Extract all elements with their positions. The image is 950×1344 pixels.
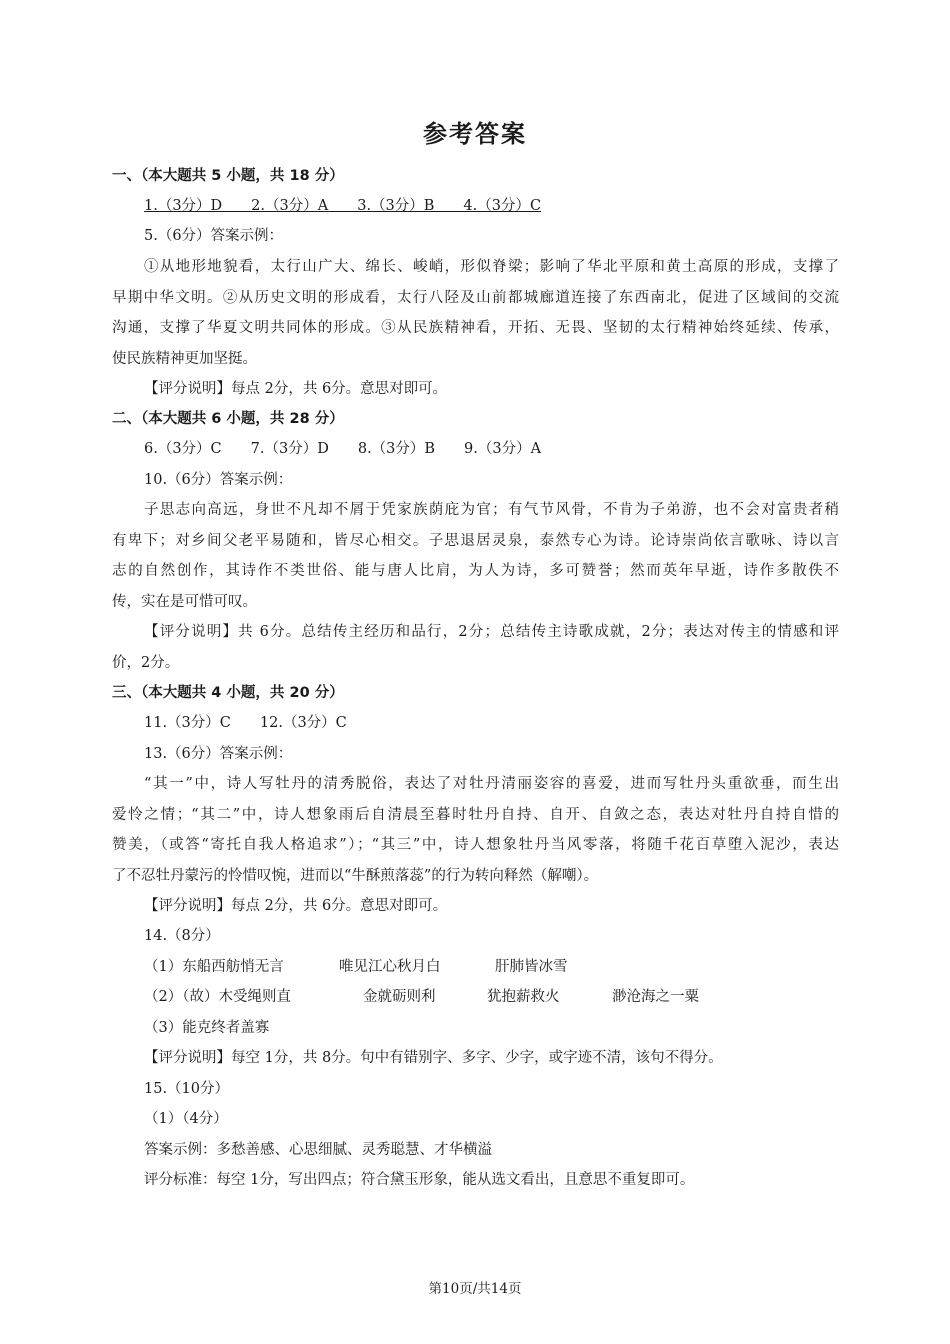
q5-line: 沟通，支撑了华夏文明共同体的形成。③从民族精神看，开拓、无畏、坚韧的太行精神始终延续、传承， xyxy=(112,320,839,336)
q5-scoring-note: 【评分说明】每点 2分，共 6分。意思对即可。 xyxy=(144,381,448,397)
answers-11-12: 11.（3分）C 12.（3分）C xyxy=(144,715,347,731)
q13-scoring-note: 【评分说明】每点 2分，共 6分。意思对即可。 xyxy=(144,898,448,914)
q13-line: 了不忍牡丹蒙污的怜惜叹惋，进而以“牛酥煎落蕊”的行为转向释然（解嘲）。 xyxy=(112,868,599,884)
q13-heading: 13.（6分）答案示例： xyxy=(144,746,293,762)
q10-line: 传，实在是可惜可叹。 xyxy=(112,594,257,610)
q14-answer: 唯见江心秋月白 xyxy=(339,959,441,975)
q14-answer: 渺沧海之一粟 xyxy=(612,989,699,1005)
q14-scoring-note: 【评分说明】每空 1分，共 8分。句中有错别字、多字、少字，或字迹不清，该句不得分。 xyxy=(144,1050,723,1066)
q5-line: 使民族精神更加坚挺。 xyxy=(112,351,257,367)
q15-example: 答案示例：多愁善感、心思细腻、灵秀聪慧、才华横溢 xyxy=(144,1142,492,1158)
section-heading-3: 三、（本大题共 4 小题，共 20 分） xyxy=(112,685,344,701)
q10-line: 志的自然创作，其诗作不类世俗、能与唐人比肩，为人为诗，多可赞誉；然而英年早逝，诗作多散佚不 xyxy=(112,563,839,579)
q5-line: 早期中华文明。②从历史文明的形成看，太行八陉及山前都城廊道连接了东西南北，促进了区域间的交流 xyxy=(112,290,839,306)
q14-answer: 肝肺皆冰雪 xyxy=(495,959,568,975)
q14-answer: 金就砺则利 xyxy=(363,989,436,1005)
q5-heading: 5.（6分）答案示例： xyxy=(144,228,284,244)
q10-line: 有卑下；对乡间父老平易随和，皆尽心相交。子思退居灵泉，泰然专心为诗。论诗崇尚依言歌咏、诗以言 xyxy=(112,533,839,549)
q14-answer: 犹抱薪救火 xyxy=(487,989,560,1005)
q13-line: “其一”中，诗人写牡丹的清秀脱俗，表达了对牡丹清丽姿容的喜爱，进而写牡丹头重欲垂，而生出 xyxy=(144,776,839,792)
q15-subheading: （1）（4分） xyxy=(144,1111,228,1127)
q14-heading: 14.（8分） xyxy=(144,928,220,944)
q10-line: 子思志向高远，身世不凡却不屑于凭家族荫庇为官；有气节风骨，不肯为子弟游，也不会对富贵者稍 xyxy=(144,502,839,518)
q13-line: 赞美，（或答“寄托自我人格追求”）；“其三”中，诗人想象牡丹当风零落，将随千花百草堕入泥沙，表达 xyxy=(112,837,839,853)
q15-heading: 15.（10分） xyxy=(144,1081,230,1097)
q14-answer: （3）能克终者盖寡 xyxy=(144,1020,270,1036)
q14-answer: （1）东船西舫悄无言 xyxy=(144,959,284,975)
section-heading-1: 一、（本大题共 5 小题，共 18 分） xyxy=(112,168,344,184)
q13-line: 爱怜之情；“其二”中，诗人想象雨后自清晨至暮时牡丹自持、自开、自敛之态，表达对牡丹自持自惜的 xyxy=(112,807,839,823)
q5-line: ①从地形地貌看，太行山广大、绵长、峻峭，形似脊梁；影响了华北平原和黄土高原的形成，支撑了 xyxy=(144,259,839,275)
answers-1-4: 1.（3分）D 2.（3分）A 3.（3分）B 4.（3分）C xyxy=(144,198,542,214)
page-title: 参考答案 xyxy=(423,120,527,148)
q10-scoring-note: 价，2分。 xyxy=(112,655,180,671)
answers-6-9: 6.（3分）C 7.（3分）D 8.（3分）B 9.（3分）A xyxy=(144,441,542,457)
page-number: 第10页/共14页 xyxy=(428,1281,522,1297)
section-heading-2: 二、（本大题共 6 小题，共 28 分） xyxy=(112,411,344,427)
q10-scoring-note: 【评分说明】共 6分。总结传主经历和品行，2分；总结传主诗歌成就，2分；表达对传主的情感和评 xyxy=(144,624,839,640)
q10-heading: 10.（6分）答案示例： xyxy=(144,472,293,488)
q15-standard: 评分标准：每空 1分，写出四点；符合黛玉形象，能从选文看出，且意思不重复即可。 xyxy=(144,1172,695,1188)
q14-answer: （2）（故）木受绳则直 xyxy=(144,989,291,1005)
